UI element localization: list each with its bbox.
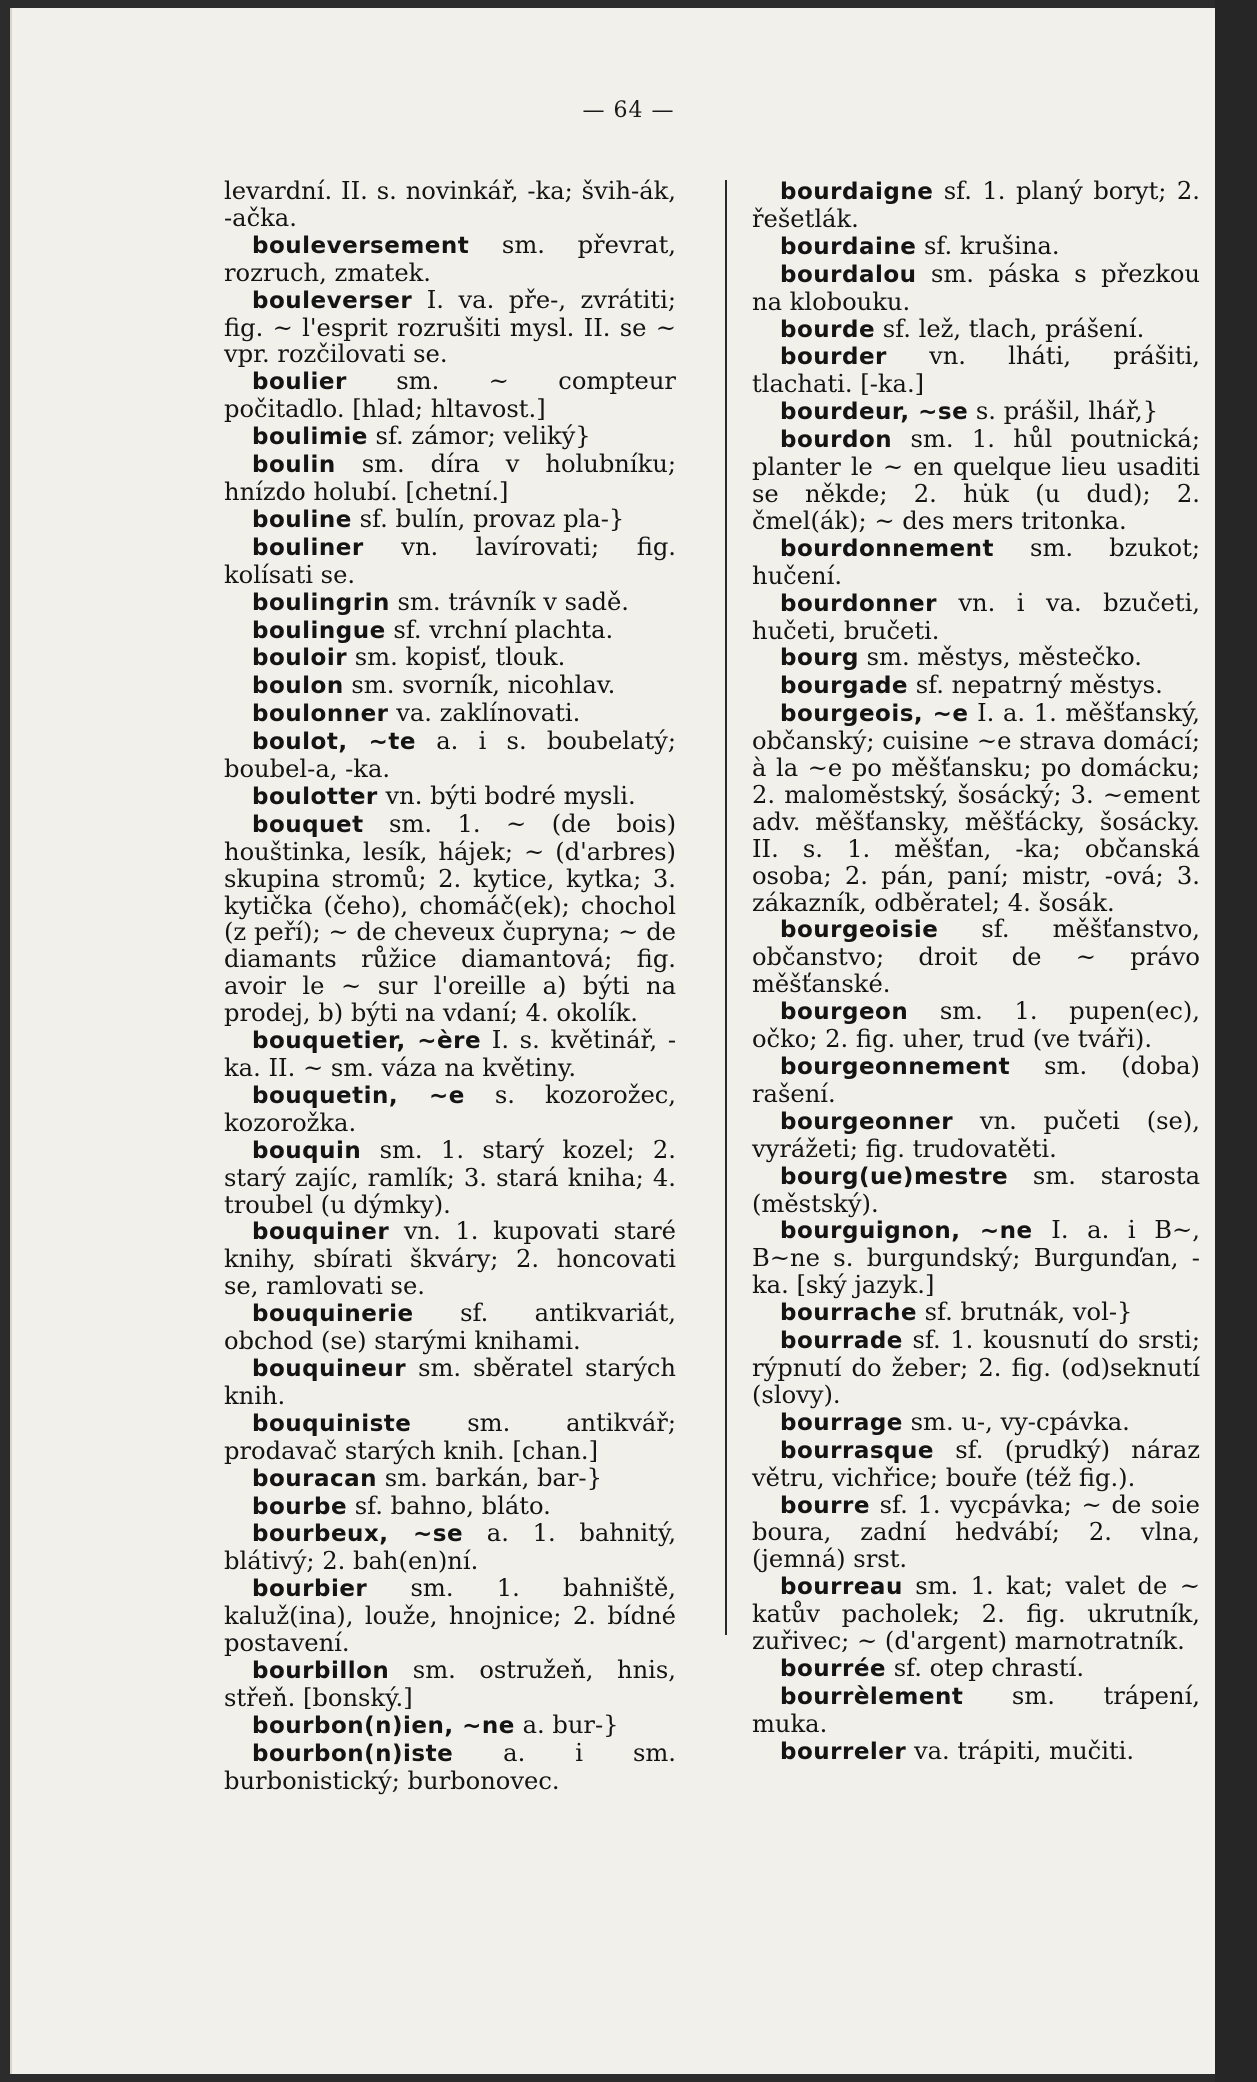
entry-headword: bouquetin, ~e (252, 1082, 465, 1109)
entry-headword: boulingrin (252, 589, 390, 616)
entry-definition: vn. lháti, prášiti, tlachati. [-ka.] (752, 342, 1200, 399)
entry-headword: bouleverser (252, 287, 413, 314)
entry-definition: sf. nepatrný městys. (908, 671, 1163, 700)
entry-definition: sm. 1. hůl poutnická; planter le ~ en quelque lieu usaditi se někde; 2. hu̇k (u dud); 2. čmel(ák); ~ des mers tritonka. (752, 425, 1200, 535)
entry-definition: sm. trápení, muka. (752, 1681, 1200, 1738)
entry-headword: bourdeur, ~se (780, 399, 969, 426)
entry-definition: sm. 1. pupen(ec), očko; 2. fig. uher, trud (ve tváři). (752, 997, 1200, 1054)
entry-headword: bourdonner (780, 590, 937, 617)
entry-definition: sm. páska s přezkou na klobouku. (752, 259, 1200, 316)
entry-headword: boulin (252, 452, 336, 479)
dictionary-entry (224, 811, 676, 1027)
entry-headword: bouquin (252, 1137, 362, 1164)
dictionary-entry (224, 287, 676, 369)
entry-definition: va. trápiti, mučiti. (906, 1736, 1135, 1765)
entry-definition: sm. kopisť, tlouk. (347, 643, 566, 672)
entry-headword: boulimie (252, 424, 368, 451)
entry-headword: bourgade (780, 673, 909, 700)
entry-definition: sm. ostružeň, hnis, střeň. [bonský.] (224, 1655, 676, 1712)
dictionary-entry (224, 617, 676, 645)
entry-definition: vn. 1. kupovati staré knihy, sbírati škváry; 2. honcovati se, ramlovati se. (224, 1217, 676, 1301)
entry-definition: sm. u-, vy-cpávka. (902, 1407, 1130, 1436)
entry-headword: bourrache (780, 1300, 917, 1327)
dictionary-entry (752, 700, 1200, 916)
entry-definition: sm. městys, městečko. (858, 643, 1142, 672)
entry-headword: bourgeois, ~e (780, 701, 969, 728)
entry-headword: bouquetier, ~ère (252, 1028, 482, 1055)
dictionary-entry (224, 700, 676, 728)
dictionary-entry (752, 1327, 1200, 1409)
entry-definition: sf. krušina. (916, 231, 1060, 260)
entry-headword: bourre (780, 1492, 870, 1519)
dictionary-entry (752, 178, 1200, 233)
entry-headword: bourrasque (780, 1437, 934, 1464)
dictionary-entry (752, 1299, 1200, 1327)
entry-definition: vn. pučeti (se), vyrážeti; fig. trudovatěti. (752, 1106, 1200, 1163)
entry-headword: boulon (252, 673, 344, 700)
dictionary-entry (752, 1217, 1200, 1299)
dictionary-entry (224, 644, 676, 672)
entry-headword: boulier (252, 369, 347, 396)
entry-headword: bourbe (252, 1493, 348, 1520)
entry-headword: bourgeon (780, 999, 909, 1026)
dictionary-entry (224, 506, 676, 534)
entry-headword: bouline (252, 506, 352, 533)
entry-headword: bouquineur (252, 1355, 407, 1382)
dictionary-entry (752, 1437, 1200, 1492)
entry-headword: bourbeux, ~se (252, 1521, 464, 1548)
entry-definition: a. 1. bahnitý, blátivý; 2. bah(en)ní. (224, 1519, 677, 1576)
dictionary-entry (224, 423, 676, 451)
dictionary-entry (752, 1573, 1200, 1655)
dictionary-entry (224, 1657, 676, 1712)
entry-headword: boulot, ~te (252, 729, 416, 756)
dictionary-entry (752, 1683, 1200, 1738)
entry-headword: bourgeonnement (780, 1054, 1011, 1080)
entry-headword: bourrage (780, 1409, 903, 1436)
entry-headword: bourdonnement (780, 535, 995, 562)
dictionary-entry (752, 1409, 1200, 1437)
entry-headword: bourbier (252, 1576, 368, 1603)
dictionary-entry (224, 1410, 676, 1465)
entry-headword: boulingue (252, 617, 386, 644)
dictionary-entry (224, 1520, 676, 1575)
entry-definition: sm. trávník v sadě. (389, 587, 629, 616)
entry-headword: boulotter (252, 783, 378, 810)
entry-headword: bourdon (780, 427, 893, 454)
entry-headword: bourde (780, 316, 876, 343)
dictionary-entry (752, 343, 1200, 398)
entry-definition: sm. 1. kat; valet de ~ katův pacholek; 2. fig. ukrutník, zuřivec; ~ (d'argent) marnotratník. (752, 1572, 1200, 1656)
entry-headword: bourg (780, 645, 859, 672)
dictionary-entry (224, 672, 676, 700)
dictionary-entry (224, 232, 676, 287)
entry-headword: bourdaigne (780, 179, 934, 205)
entry-definition: sm. antikvář; prodavač starých knih. [chan.] (224, 1408, 676, 1465)
dictionary-entry (752, 535, 1200, 590)
entry-definition: sf. zámor; veliký} (367, 422, 591, 451)
entry-definition: sm. díra v holubníku; hnízdo holubí. [chetní.] (224, 450, 676, 506)
entry-definition: sf. otep chrastí. (886, 1653, 1085, 1682)
dictionary-entry (752, 916, 1200, 998)
entry-definition: I. a. 1. měšťanský, občanský; cuisine ~e strava domácí; à la ~e po měšťansku; po domácku; 2. maloměstský, šosácký; 3. ~ement adv. měšťansky, měšťácky, šosácky. II. s. 1. měšťan, -ka; občanská osoba; 2. pán, paní; mistr, -ová; 3. zákazník, odběratel; 4. šosák. (752, 699, 1200, 917)
entry-headword: boulonner (252, 701, 389, 728)
dictionary-entry (752, 426, 1200, 535)
dictionary-entry (224, 1740, 676, 1795)
dictionary-entry (224, 1027, 676, 1082)
entry-headword: bourgeonner (780, 1108, 954, 1135)
entry-headword: bourrée (780, 1655, 887, 1682)
dictionary-entry (224, 534, 676, 589)
dictionary-entry (752, 1108, 1200, 1163)
dictionary-entry (224, 178, 676, 232)
entry-definition: s. kozorožec, kozorožka. (224, 1080, 676, 1137)
entry-definition: vn. i va. bzučeti, hučeti, bručeti. (752, 588, 1200, 645)
entry-headword: bourguignon, ~ne (780, 1218, 1033, 1245)
entry-headword: bouracan (252, 1465, 378, 1492)
dictionary-entry (752, 590, 1200, 645)
entry-definition: sf. brutnák, vol-} (916, 1298, 1133, 1327)
right-column (752, 178, 1200, 1766)
entry-definition: I. s. květinář, -ka. II. ~ sm. váza na květiny. (224, 1026, 677, 1082)
dictionary-entry (752, 1163, 1200, 1218)
dictionary-entry (752, 1655, 1200, 1683)
dictionary-entry (752, 644, 1200, 672)
entry-headword: bouleversement (252, 232, 470, 259)
dictionary-entry (224, 1300, 676, 1355)
entry-definition: sm. (doba) rašení. (752, 1052, 1200, 1108)
dictionary-entry (224, 1355, 676, 1410)
entry-headword: bouquet (252, 811, 364, 838)
entry-definition: sm. bzukot; hučení. (752, 533, 1200, 590)
entry-definition: I. a. i B~, B~ne s. burgundský; Burgunďan, -ka. [ský jazyk.] (752, 1216, 1200, 1300)
entry-definition: sm. 1. bahniště, kaluž(ina), louže, hnojnice; 2. bídné postavení. (224, 1574, 676, 1658)
entry-headword: bourbon(n)iste (252, 1740, 454, 1767)
dictionary-entry (224, 1575, 676, 1657)
entry-definition: levardní. II. s. novinkář, -ka; švih-ák, -ačka. (224, 177, 676, 232)
dictionary-entry (224, 1137, 676, 1219)
entry-definition: sm. sběratel starých knih. (224, 1353, 676, 1410)
entry-definition: va. zaklínovati. (388, 699, 581, 728)
entry-definition: sm. barkán, bar-} (377, 1463, 602, 1492)
entry-definition: sm. 1. starý kozel; 2. starý zajíc, ramlík; 3. stará kniha; 4. troubel (u dýmky). (224, 1135, 676, 1219)
dictionary-entry (224, 1493, 676, 1521)
column-divider (725, 180, 727, 1635)
entry-headword: bourreau (780, 1574, 903, 1601)
entry-definition: a. i s. boubelatý; boubel-a, -ka. (224, 727, 676, 784)
dictionary-entry (224, 1465, 676, 1493)
page-number: — 64 — (582, 98, 675, 123)
entry-definition: sm. převrat, rozruch, zmatek. (224, 230, 676, 287)
entry-headword: bourbillon (252, 1657, 390, 1684)
entry-headword: bourbon(n)ien, ~ne (252, 1712, 515, 1739)
entry-headword: bourdalou (780, 261, 917, 288)
entry-headword: bouquinerie (252, 1301, 414, 1328)
entry-definition: vn. býti bodré mysli. (377, 781, 636, 810)
entry-headword: bouquiniste (252, 1410, 412, 1437)
entry-headword: bourder (780, 344, 887, 371)
entry-headword: bourdaine (780, 233, 917, 260)
entry-definition: sf. bulín, provaz pla-} (351, 504, 625, 533)
dictionary-entry (224, 1218, 676, 1300)
entry-definition: sf. antikvariát, obchod (se) starými knihami. (224, 1299, 676, 1356)
dictionary-entry (752, 1492, 1200, 1574)
left-column (224, 178, 676, 1794)
dictionary-entry (752, 672, 1200, 700)
page-edge-shadow (1215, 0, 1257, 2082)
entry-definition: sf. měšťanstvo, občanstvo; droit de ~ právo měšťanské. (752, 915, 1200, 999)
entry-definition: sf. 1. kousnutí do srsti; rýpnutí do žeber; 2. fig. (od)seknutí (slovy). (752, 1326, 1200, 1409)
dictionary-entry (752, 998, 1200, 1053)
entry-definition: sm. 1. ~ (de bois) houštinka, lesík, hájek; ~ (d'arbres) skupina stromů; 2. kytice, kytka; 3. kytička (čeho), chomáč(ek); chochol (z peří); ~ de cheveux čupryna; ~ de diamants růžice diamantová; fig. avoir le ~ sur l'oreille a) býti na prodej, b) býti na vdaní; 4. okolík. (224, 809, 676, 1028)
entry-headword: bourreler (780, 1738, 907, 1765)
entry-headword: bouquiner (252, 1219, 390, 1246)
dictionary-entry (224, 783, 676, 811)
entry-headword: bouloir (252, 645, 348, 672)
entry-definition: sm. svorník, nicohlav. (343, 671, 616, 700)
dictionary-entry (224, 728, 676, 783)
dictionary-entry (752, 398, 1200, 426)
dictionary-entry (224, 451, 676, 506)
entry-headword: bourgeoisie (780, 917, 939, 944)
entry-definition: s. prášil, lhář,} (968, 397, 1159, 426)
entry-definition: sf. 1. vycpávka; ~ de soie boura, zadní hedvábí; 2. vlna, (jemná) srst. (752, 1490, 1200, 1574)
dictionary-entry (224, 1712, 676, 1740)
dictionary-entry (224, 1082, 676, 1137)
entry-definition: I. va. pře-, zvrátiti; fig. ~ l'esprit rozrušiti mysl. II. se ~ vpr. rozčilovati se. (224, 285, 676, 369)
entry-definition: sf. (prudký) náraz větru, vichřice; bouře (též fig.). (752, 1435, 1200, 1492)
entry-headword: bourg(ue)mestre (780, 1163, 1009, 1190)
entry-definition: a. bur-} (514, 1710, 619, 1739)
entry-headword: bourrade (780, 1328, 903, 1355)
dictionary-entry (752, 1053, 1200, 1108)
entry-definition: sf. bahno, bláto. (347, 1491, 551, 1520)
dictionary-entry (752, 1738, 1200, 1766)
dictionary-entry (224, 589, 676, 617)
dictionary-entry (752, 233, 1200, 261)
entry-definition: sf. 1. planý boryt; 2. řešetlák. (752, 177, 1200, 233)
entry-headword: bourrèlement (780, 1683, 964, 1710)
entry-definition: sm. ~ compteur počitadlo. [hlad; hltavost.] (224, 367, 676, 424)
dictionary-entry (224, 368, 676, 423)
entry-definition: sm. starosta (městský). (752, 1161, 1200, 1218)
entry-headword: bouliner (252, 534, 364, 561)
entry-definition: a. i sm. burbonistický; burbonovec. (224, 1738, 676, 1795)
dictionary-entry (752, 261, 1200, 316)
dictionary-entry (752, 316, 1200, 344)
entry-definition: sf. vrchní plachta. (385, 615, 614, 644)
entry-definition: vn. lavírovati; fig. kolísati se. (224, 532, 676, 589)
entry-definition: sf. lež, tlach, prášení. (875, 314, 1145, 343)
